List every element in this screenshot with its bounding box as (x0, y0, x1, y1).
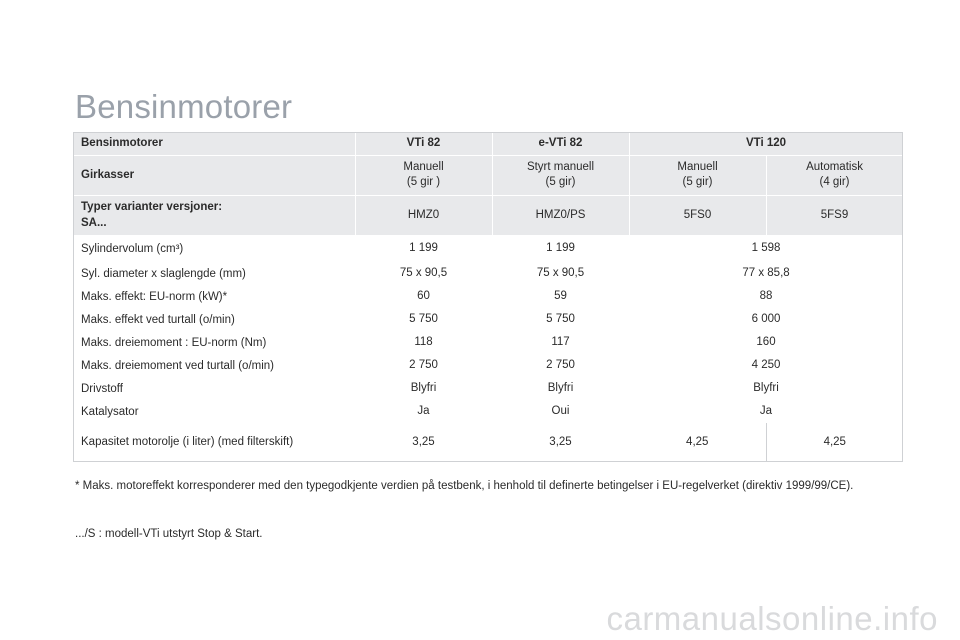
value-evti82: 59 (554, 290, 567, 302)
gearbox-cell: Automatisk (4 gir) (766, 155, 903, 195)
oil-capacity-row (73, 423, 903, 461)
value-evti82: 2 750 (546, 359, 575, 371)
page-title: Bensinmotorer (75, 88, 293, 125)
table-row (73, 235, 903, 262)
header-engine-label: Bensinmotorer (73, 132, 355, 155)
gearbox-cell: Manuell (5 gir) (629, 155, 766, 195)
value-evti82: 117 (551, 336, 570, 348)
header-vti82: VTi 82 (355, 132, 492, 155)
header-evti82: e-VTi 82 (492, 132, 629, 155)
engine-spec-table (73, 132, 904, 462)
oil-capacity-value: 3,25 (355, 423, 492, 461)
oil-capacity-value: 4,25 (629, 423, 766, 461)
value-evti82: Oui (551, 405, 570, 417)
value-vti120: 1 598 (751, 242, 781, 255)
row-label: Maks. dreiemoment ved turtall (o/min) (81, 359, 275, 372)
value-vti82: Blyfri (410, 382, 437, 394)
row-label: Katalysator (81, 405, 139, 418)
header-vti120: VTi 120 (629, 132, 903, 155)
value-vti82: 118 (414, 336, 433, 348)
table-row (73, 285, 903, 308)
type-code: 5FS9 (766, 195, 903, 235)
stop-start-note: .../S : modell-VTi utstyrt Stop & Start. (75, 528, 263, 540)
value-vti82: 1 199 (409, 242, 438, 255)
table-row (73, 308, 903, 331)
table-row (73, 262, 903, 285)
value-vti120: 77 x 85,8 (742, 267, 790, 279)
row-label: Drivstoff (81, 382, 123, 395)
value-vti82: Ja (417, 405, 430, 417)
row-label: Syl. diameter x slaglengde (mm) (81, 267, 246, 280)
value-vti82: 75 x 90,5 (399, 267, 448, 279)
footnote: * Maks. motoreffekt korresponderer med den typegodkjente verdien på testbenk, i henhold til definerte betingelser i EU-regelverket (direktiv 1999/99/CE). (75, 480, 854, 492)
type-code: HMZ0 (355, 195, 492, 235)
types-row (73, 195, 903, 235)
value-vti82: 60 (417, 290, 430, 302)
value-vti120: 4 250 (751, 359, 781, 371)
oil-capacity-value: 4,25 (766, 423, 903, 461)
value-vti120: 88 (759, 290, 773, 302)
table-header-row (73, 132, 903, 155)
watermark: carmanualsonline.info (606, 600, 938, 637)
table-row (73, 331, 903, 354)
row-label: Maks. effekt ved turtall (o/min) (81, 313, 235, 326)
value-vti120: Blyfri (753, 382, 779, 394)
type-code: HMZ0/PS (492, 195, 629, 235)
value-evti82: 5 750 (546, 313, 575, 325)
value-evti82: Blyfri (547, 382, 574, 394)
type-code: 5FS0 (629, 195, 766, 235)
row-label: Maks. dreiemoment : EU-norm (Nm) (81, 336, 267, 349)
oil-capacity-value: 3,25 (492, 423, 629, 461)
value-vti82: 5 750 (409, 313, 438, 325)
types-label: Typer varianter versjoner: SA... (73, 195, 355, 235)
gearbox-cell: Manuell (5 gir ) (355, 155, 492, 195)
oil-capacity-label: Kapasitet motorolje (i liter) (med filterskift) (73, 423, 355, 461)
table-row (73, 400, 903, 423)
value-vti82: 2 750 (409, 359, 438, 371)
gearbox-row (73, 155, 903, 195)
value-evti82: 75 x 90,5 (536, 267, 585, 279)
value-vti120: 6 000 (751, 313, 781, 325)
value-vti120: Ja (759, 405, 773, 417)
gearbox-label: Girkasser (73, 155, 355, 195)
table-row (73, 377, 903, 400)
row-label: Sylindervolum (cm³) (81, 242, 184, 255)
gearbox-cell: Styrt manuell (5 gir) (492, 155, 629, 195)
value-evti82: 1 199 (546, 242, 575, 255)
table-row (73, 354, 903, 377)
value-vti120: 160 (756, 336, 776, 348)
row-label: Maks. effekt: EU-norm (kW)* (81, 290, 228, 303)
